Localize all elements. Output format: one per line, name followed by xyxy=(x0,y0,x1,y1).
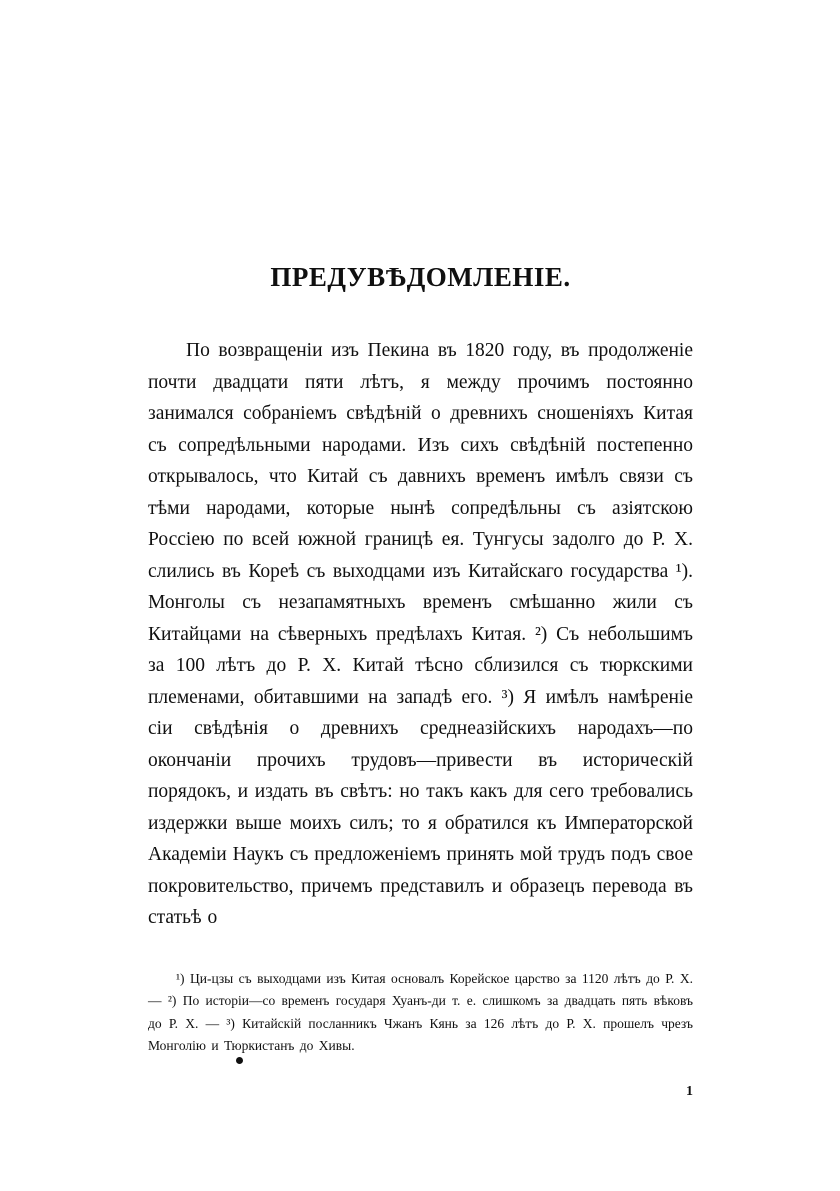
footnotes: ¹) Ци-цзы съ выходцами изъ Китая основалъ Корейское царство за 1120 лѣтъ до Р. Х. — ²) По исторіи—со временъ государя Хуанъ-ди т. е. слишкомъ за двадцать пять вѣковъ до Р. Х. — ³) Китайскій посланникъ Чжанъ Кянь за 126 лѣтъ до Р. Х. прошелъ чрезъ Монголію и Тюркистанъ до Хивы. xyxy=(148,970,693,1053)
page-number: 1 xyxy=(686,1084,693,1099)
body-paragraph: По возвращеніи изъ Пекина въ 1820 году, въ продолженіе почти двадцати пяти лѣтъ, я между прочимъ постоянно занимался собраніемъ свѣдѣній о древнихъ сношеніяхъ Китая съ сопредѣльными народами. Изъ сихъ свѣдѣній постепенно открывалось, что Китай съ давнихъ временъ имѣлъ связи съ тѣми народами, которые нынѣ сопредѣльны съ азіятскою Россіею по всей южной границѣ ея. Тунгусы задолго до Р. Х. слились въ Кореѣ съ выходцами изъ Китайскаго государства ¹). Монголы съ незапамятныхъ временъ смѣшанно жили съ Китайцами на сѣверныхъ предѣлахъ Китая. ²) Съ небольшимъ за 100 лѣтъ до Р. Х. Китай тѣсно сблизился съ тюркскими племенами, обитавшими на западѣ его. ³) Я имѣлъ намѣреніе сіи свѣдѣнія о древнихъ среднеазійскихъ народахъ—по окончаніи прочихъ трудовъ—привести въ историческій порядокъ, и издать въ свѣтъ: но такъ какъ для сего требовались издержки выше моихъ силъ; то я обратился къ Императорской Академіи Наукъ съ предложеніемъ принять мой трудъ подъ свое покровительство, причемъ представилъ и образецъ перевода въ статьѣ о xyxy=(148,340,693,928)
ink-blot-mark xyxy=(236,1057,243,1064)
page-content xyxy=(148,262,693,1099)
page-title: ПРЕДУВѢДОМЛЕНІЕ. xyxy=(270,262,571,292)
